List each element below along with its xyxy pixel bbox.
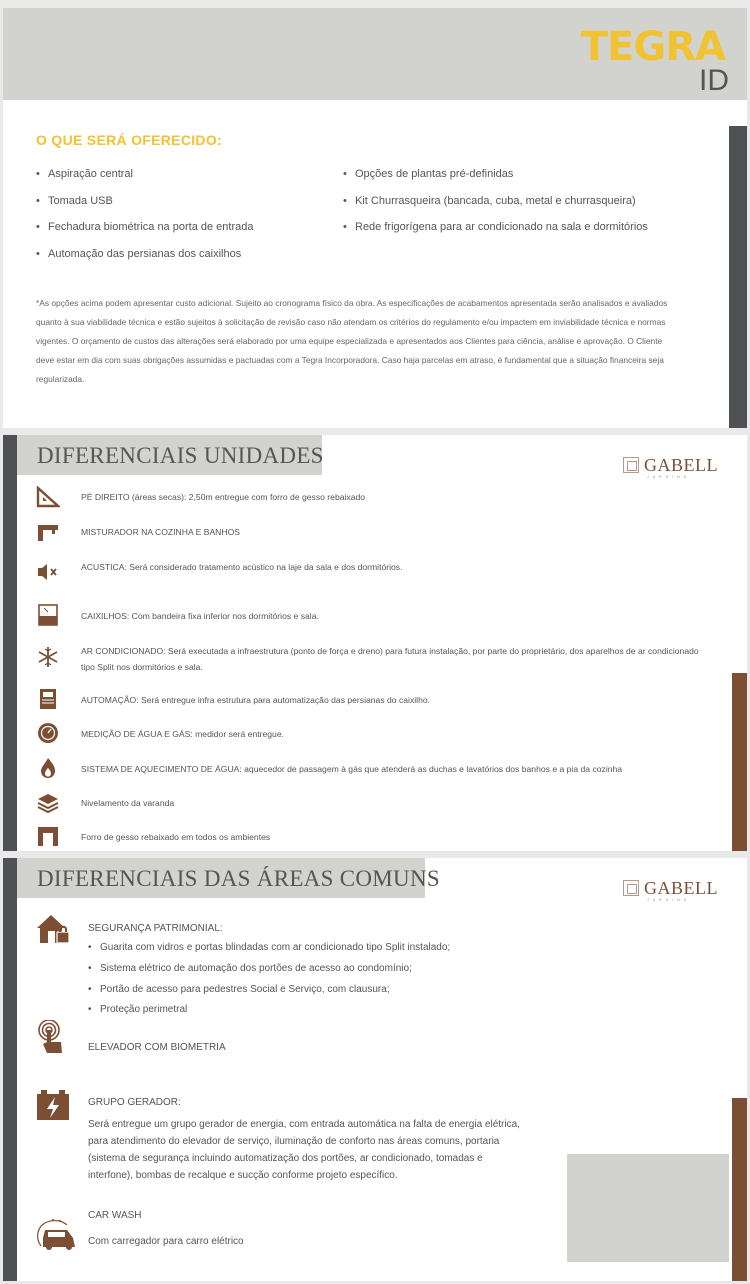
elevator-title: ELEVADOR COM BIOMETRIA (88, 1042, 226, 1053)
gabell-sub: JARDINS (647, 898, 690, 902)
list-item: • Opções de plantas pré-definidas (343, 168, 648, 195)
list-item: • Sistema elétrico de automação dos portões de acesso ao condomínio; (88, 963, 450, 984)
car-wash-icon (33, 1216, 79, 1250)
faucet-icon (36, 521, 60, 543)
accent-bar (732, 1098, 747, 1281)
decorative-box (567, 1154, 729, 1262)
offer-title: O QUE SERÁ OFERECIDO: (36, 132, 222, 148)
feature-text: ACUSTICA: Será considerado tratamento acústico na laje da sala e dos dormitórios. (81, 562, 403, 572)
side-bar (729, 126, 747, 428)
ceiling-icon (36, 825, 60, 847)
offer-list-right (343, 168, 648, 248)
house-lock-icon (35, 912, 71, 946)
security-list (88, 942, 450, 1025)
side-bar (3, 858, 17, 1281)
security-title: SEGURANÇA PATRIMONIAL: (88, 923, 223, 934)
slide-common-areas (3, 858, 747, 1281)
gabell-sub: JARDINS (647, 475, 690, 479)
feature-text: AR CONDICIONADO: Será executada a infraestrutura (ponto de força e dreno) para futura instalação, por parte do proprietário, dos aparelhos de ar condicionado tipo Split nos dormitórios e sala. (81, 646, 699, 672)
gabell-logo (623, 455, 719, 481)
feature-text: Nivelamento da varanda (81, 798, 175, 808)
list-item: • Proteção perimetral (88, 1004, 450, 1025)
list-item: • Kit Churrasqueira (bancada, cuba, metal e churrasqueira) (343, 195, 648, 222)
blind-icon (36, 688, 60, 710)
side-bar (3, 435, 17, 851)
feature-text: AUTOMAÇÃO: Será entregue infra estrutura para automatização das persianas do caixilho. (81, 695, 431, 705)
snowflake-icon (36, 646, 60, 668)
window-icon (36, 604, 60, 626)
gabell-mark-icon (623, 880, 639, 896)
generator-title: GRUPO GERADOR: (88, 1097, 181, 1108)
gabell-word: GABELL (644, 455, 718, 475)
gabell-logo (623, 878, 719, 904)
list-item: • Rede frigorígena para ar condicionado na sala e dormitórios (343, 221, 648, 248)
section-header (17, 435, 322, 475)
carwash-text: Com carregador para carro elétrico (88, 1236, 244, 1247)
feature-text: MEDIÇÃO DE ÁGUA E GÁS: medidor será entregue. (81, 729, 284, 739)
generator-text: Será entregue um grupo gerador de energia, com entrada automática na falta de energia elétrica, para atendimento do elevador de serviço, iluminação de conforto nas áreas comuns, portaria (sistema de segurança incluindo automatização dos portões, ar condicionado, tomadas e interfone), bombas de recalque e sucção conforme projeto específico. (88, 1119, 520, 1181)
disclaimer-text: *As opções acima podem apresentar custo adicional. Sujeito ao cronograma físico da obra. As especificações de acabamentos apresentada serão analisados e avaliados quanto à sua viabilidade técnica e estão sujeitos à solicitação de revisão caso não atendam os critérios do regulamento e/ou impactem em inviabilidade técnica e normas vigentes. O orçamento de custos das alterações será elaborado por uma equipe especializada e apresentados aos Clientes para ciência, análise e aprovação. O Cliente deve estar em dia com suas obrigações assumidas e pactuadas com a Tegra Incorporadora. Caso haja parcelas em atraso, é fundamental que a situação financeira seja regularizada. (36, 298, 668, 384)
feature-text: MISTURADOR NA COZINHA E BANHOS (81, 527, 241, 537)
gabell-mark-icon (623, 457, 639, 473)
list-item: • Automação das persianas dos caixilhos (36, 248, 253, 275)
list-item: • Portão de acesso para pedestres Social e Serviço, com clausura; (88, 984, 450, 1005)
slide-unit-features (3, 435, 747, 851)
speaker-mute-icon (36, 561, 60, 583)
section-title: DIFERENCIAIS DAS ÁREAS COMUNS (37, 866, 440, 891)
flame-icon (36, 757, 60, 779)
section-header (17, 858, 440, 898)
carwash-title: CAR WASH (88, 1210, 142, 1221)
feature-text: PÉ DIREITO (áreas secas): 2,50m entregue com forro de gesso rebaixado (81, 492, 366, 502)
feature-text: CAIXILHOS: Com bandeira fixa inferior nos dormitórios e sala. (81, 611, 319, 621)
list-item: • Guarita com vidros e portas blindadas com ar condicionado tipo Split instalado; (88, 942, 450, 963)
offer-list-left (36, 168, 253, 274)
fingerprint-hand-icon (35, 1020, 71, 1054)
layers-icon (36, 792, 60, 814)
meter-icon (36, 722, 60, 744)
ruler-triangle-icon (36, 486, 60, 508)
slide-tegra-offer (3, 8, 747, 428)
feature-text: Forro de gesso rebaixado em todos os ambientes (81, 832, 271, 842)
tegra-logo: TEGRA (580, 24, 725, 70)
list-item: • Tomada USB (36, 195, 253, 222)
gabell-word: GABELL (644, 878, 718, 898)
section-title: DIFERENCIAIS UNIDADES (37, 443, 324, 468)
list-item: • Aspiração central (36, 168, 253, 195)
accent-bar (732, 673, 747, 851)
battery-bolt-icon (35, 1088, 71, 1122)
list-item: • Fechadura biométrica na porta de entrada (36, 221, 253, 248)
feature-text: SISTEMA DE AQUECIMENTO DE ÁGUA: aquecedor de passagem à gás que atenderá as duchas e lavatórios dos banhos e a pia da cozinha (81, 764, 623, 774)
tegra-logo-id: ID (699, 64, 729, 97)
